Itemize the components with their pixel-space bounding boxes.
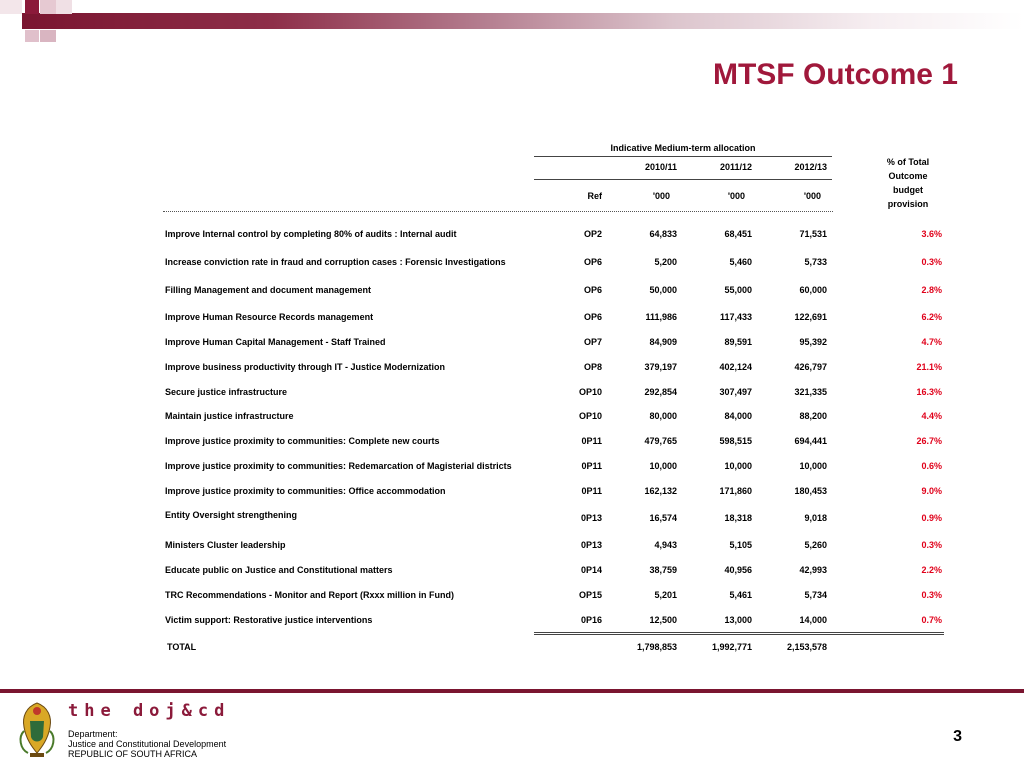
row-2012-13: 88,200: [799, 411, 827, 421]
row-2012-13: 122,691: [794, 312, 827, 322]
pct-header: [868, 155, 948, 211]
row-ref: OP6: [583, 257, 602, 267]
row-pct-total: 2.2%: [921, 565, 942, 575]
row-2012-13: 321,335: [794, 387, 827, 397]
row-2012-13: 71,531: [799, 229, 827, 239]
row-2012-13: 10,000: [799, 461, 827, 471]
row-description: Improve Internal control by completing 80% of audits : Internal audit: [165, 229, 457, 239]
row-2012-13: 42,993: [799, 565, 827, 575]
row-2010-11: 4,943: [654, 540, 677, 550]
row-description: Educate public on Justice and Constitutional matters: [165, 565, 393, 575]
row-2012-13: 694,441: [794, 436, 827, 446]
row-2010-11: 12,500: [649, 615, 677, 625]
row-description: Entity Oversight strengthening: [165, 510, 298, 520]
total-2010-11: 1,798,853: [636, 642, 677, 652]
row-2012-13: 5,734: [804, 590, 827, 600]
row-description: TRC Recommendations - Monitor and Report (Rxxx million in Fund): [165, 590, 455, 600]
row-description: Improve Human Capital Management - Staff Trained: [165, 337, 386, 347]
row-ref: 0P14: [580, 565, 602, 575]
row-description: Victim support: Restorative justice interventions: [165, 615, 373, 625]
row-2010-11: 16,574: [649, 513, 677, 523]
row-2012-13: 14,000: [799, 615, 827, 625]
dept-line: Justice and Constitutional Development: [68, 739, 227, 749]
row-ref: 0P11: [581, 436, 602, 446]
row-2012-13: 95,392: [799, 337, 827, 347]
year-header: 2012/13: [794, 162, 827, 172]
total-divider: [534, 634, 944, 635]
row-pct-total: 21.1%: [916, 362, 942, 372]
group-header: Indicative Medium-term allocation: [610, 143, 756, 153]
row-2011-12: 55,000: [724, 285, 752, 295]
row-2010-11: 80,000: [649, 411, 677, 421]
row-2011-12: 68,451: [724, 229, 752, 239]
row-pct-total: 6.2%: [921, 312, 942, 322]
row-2011-12: 598,515: [719, 436, 752, 446]
row-2010-11: 38,759: [649, 565, 677, 575]
total-label: TOTAL: [167, 642, 197, 652]
divider: [534, 179, 832, 180]
row-2011-12: 307,497: [719, 387, 752, 397]
row-2012-13: 5,260: [804, 540, 827, 550]
unit-header: '000: [727, 191, 745, 201]
row-2011-12: 402,124: [719, 362, 752, 372]
row-description: Maintain justice infrastructure: [165, 411, 294, 421]
total-divider: [534, 632, 944, 633]
pct-header-line: % of Total: [886, 157, 930, 167]
row-pct-total: 0.6%: [921, 461, 942, 471]
row-ref: OP7: [583, 337, 602, 347]
row-2010-11: 10,000: [649, 461, 677, 471]
row-2011-12: 89,591: [724, 337, 752, 347]
row-description: Secure justice infrastructure: [165, 387, 288, 397]
row-description: Filling Management and document management: [165, 285, 372, 295]
row-2011-12: 10,000: [724, 461, 752, 471]
row-pct-total: 0.3%: [921, 540, 942, 550]
ref-header: Ref: [587, 191, 602, 201]
pct-header-line: budget: [893, 185, 923, 195]
row-pct-total: 26.7%: [916, 436, 942, 446]
row-2011-12: 18,318: [724, 513, 752, 523]
row-pct-total: 2.8%: [921, 285, 942, 295]
row-ref: OP10: [578, 387, 602, 397]
row-pct-total: 3.6%: [921, 229, 942, 239]
row-2010-11: 5,200: [654, 257, 677, 267]
header-divider: [163, 211, 833, 212]
row-description: Improve justice proximity to communities: Office accommodation: [165, 486, 446, 496]
footer-divider: [0, 689, 1024, 693]
brand-name: the doj&cd: [68, 701, 231, 721]
row-2011-12: 13,000: [724, 615, 752, 625]
page-title: MTSF Outcome 1: [712, 58, 958, 91]
department-text: [68, 729, 226, 759]
row-2011-12: 5,105: [729, 540, 752, 550]
row-2012-13: 5,733: [804, 257, 827, 267]
pct-header-line: Outcome: [888, 171, 928, 181]
row-2010-11: 5,201: [654, 590, 677, 600]
row-2012-13: 60,000: [799, 285, 827, 295]
row-2011-12: 5,460: [729, 257, 752, 267]
row-2010-11: 50,000: [649, 285, 677, 295]
row-2011-12: 5,461: [729, 590, 752, 600]
row-ref: 0P11: [581, 461, 602, 471]
row-2012-13: 426,797: [794, 362, 827, 372]
page-number: 3: [953, 728, 962, 745]
row-pct-total: 4.4%: [921, 411, 942, 421]
row-ref: OP6: [583, 285, 602, 295]
row-pct-total: 0.9%: [921, 513, 942, 523]
row-2010-11: 292,854: [644, 387, 677, 397]
row-2012-13: 9,018: [804, 513, 827, 523]
row-2010-11: 162,132: [644, 486, 677, 496]
row-2010-11: 84,909: [649, 337, 677, 347]
pct-header-line: provision: [887, 199, 929, 209]
row-description: Improve justice proximity to communities: Redemarcation of Magisterial districts: [165, 461, 512, 471]
unit-header: '000: [803, 191, 821, 201]
row-pct-total: 4.7%: [921, 337, 942, 347]
row-2010-11: 64,833: [649, 229, 677, 239]
coat-of-arms-logo: [16, 697, 58, 759]
year-header: 2011/12: [719, 162, 752, 172]
row-2011-12: 84,000: [724, 411, 752, 421]
row-2010-11: 111,986: [645, 312, 677, 322]
row-2010-11: 379,197: [644, 362, 677, 372]
row-ref: 0P11: [581, 486, 602, 496]
row-pct-total: 9.0%: [921, 486, 942, 496]
year-header: 2010/11: [644, 162, 677, 172]
row-pct-total: 0.7%: [921, 615, 942, 625]
row-description: Ministers Cluster leadership: [165, 540, 286, 550]
unit-header: '000: [652, 191, 670, 201]
row-ref: 0P16: [580, 615, 602, 625]
dept-line: REPUBLIC OF SOUTH AFRICA: [68, 749, 198, 759]
row-2012-13: 180,453: [794, 486, 827, 496]
row-2010-11: 479,765: [644, 436, 677, 446]
row-ref: OP10: [578, 411, 602, 421]
row-description: Increase conviction rate in fraud and corruption cases : Forensic Investigations: [165, 257, 506, 267]
row-description: Improve justice proximity to communities: Complete new courts: [165, 436, 440, 446]
row-2011-12: 171,860: [719, 486, 752, 496]
row-ref: OP2: [583, 229, 602, 239]
row-ref: 0P13: [580, 513, 602, 523]
row-ref: OP15: [578, 590, 602, 600]
row-description: Improve Human Resource Records management: [165, 312, 374, 322]
row-pct-total: 0.3%: [921, 257, 942, 267]
row-2011-12: 40,956: [724, 565, 752, 575]
row-ref: OP8: [583, 362, 602, 372]
dept-line: Department:: [68, 729, 118, 739]
row-description: Improve business productivity through IT - Justice Modernization: [165, 362, 446, 372]
total-2012-13: 2,153,578: [786, 642, 827, 652]
row-pct-total: 0.3%: [921, 590, 942, 600]
row-pct-total: 16.3%: [916, 387, 942, 397]
row-2011-12: 117,433: [719, 312, 752, 322]
total-2011-12: 1,992,771: [711, 642, 752, 652]
row-ref: 0P13: [580, 540, 602, 550]
divider: [534, 156, 832, 157]
row-ref: OP6: [583, 312, 602, 322]
